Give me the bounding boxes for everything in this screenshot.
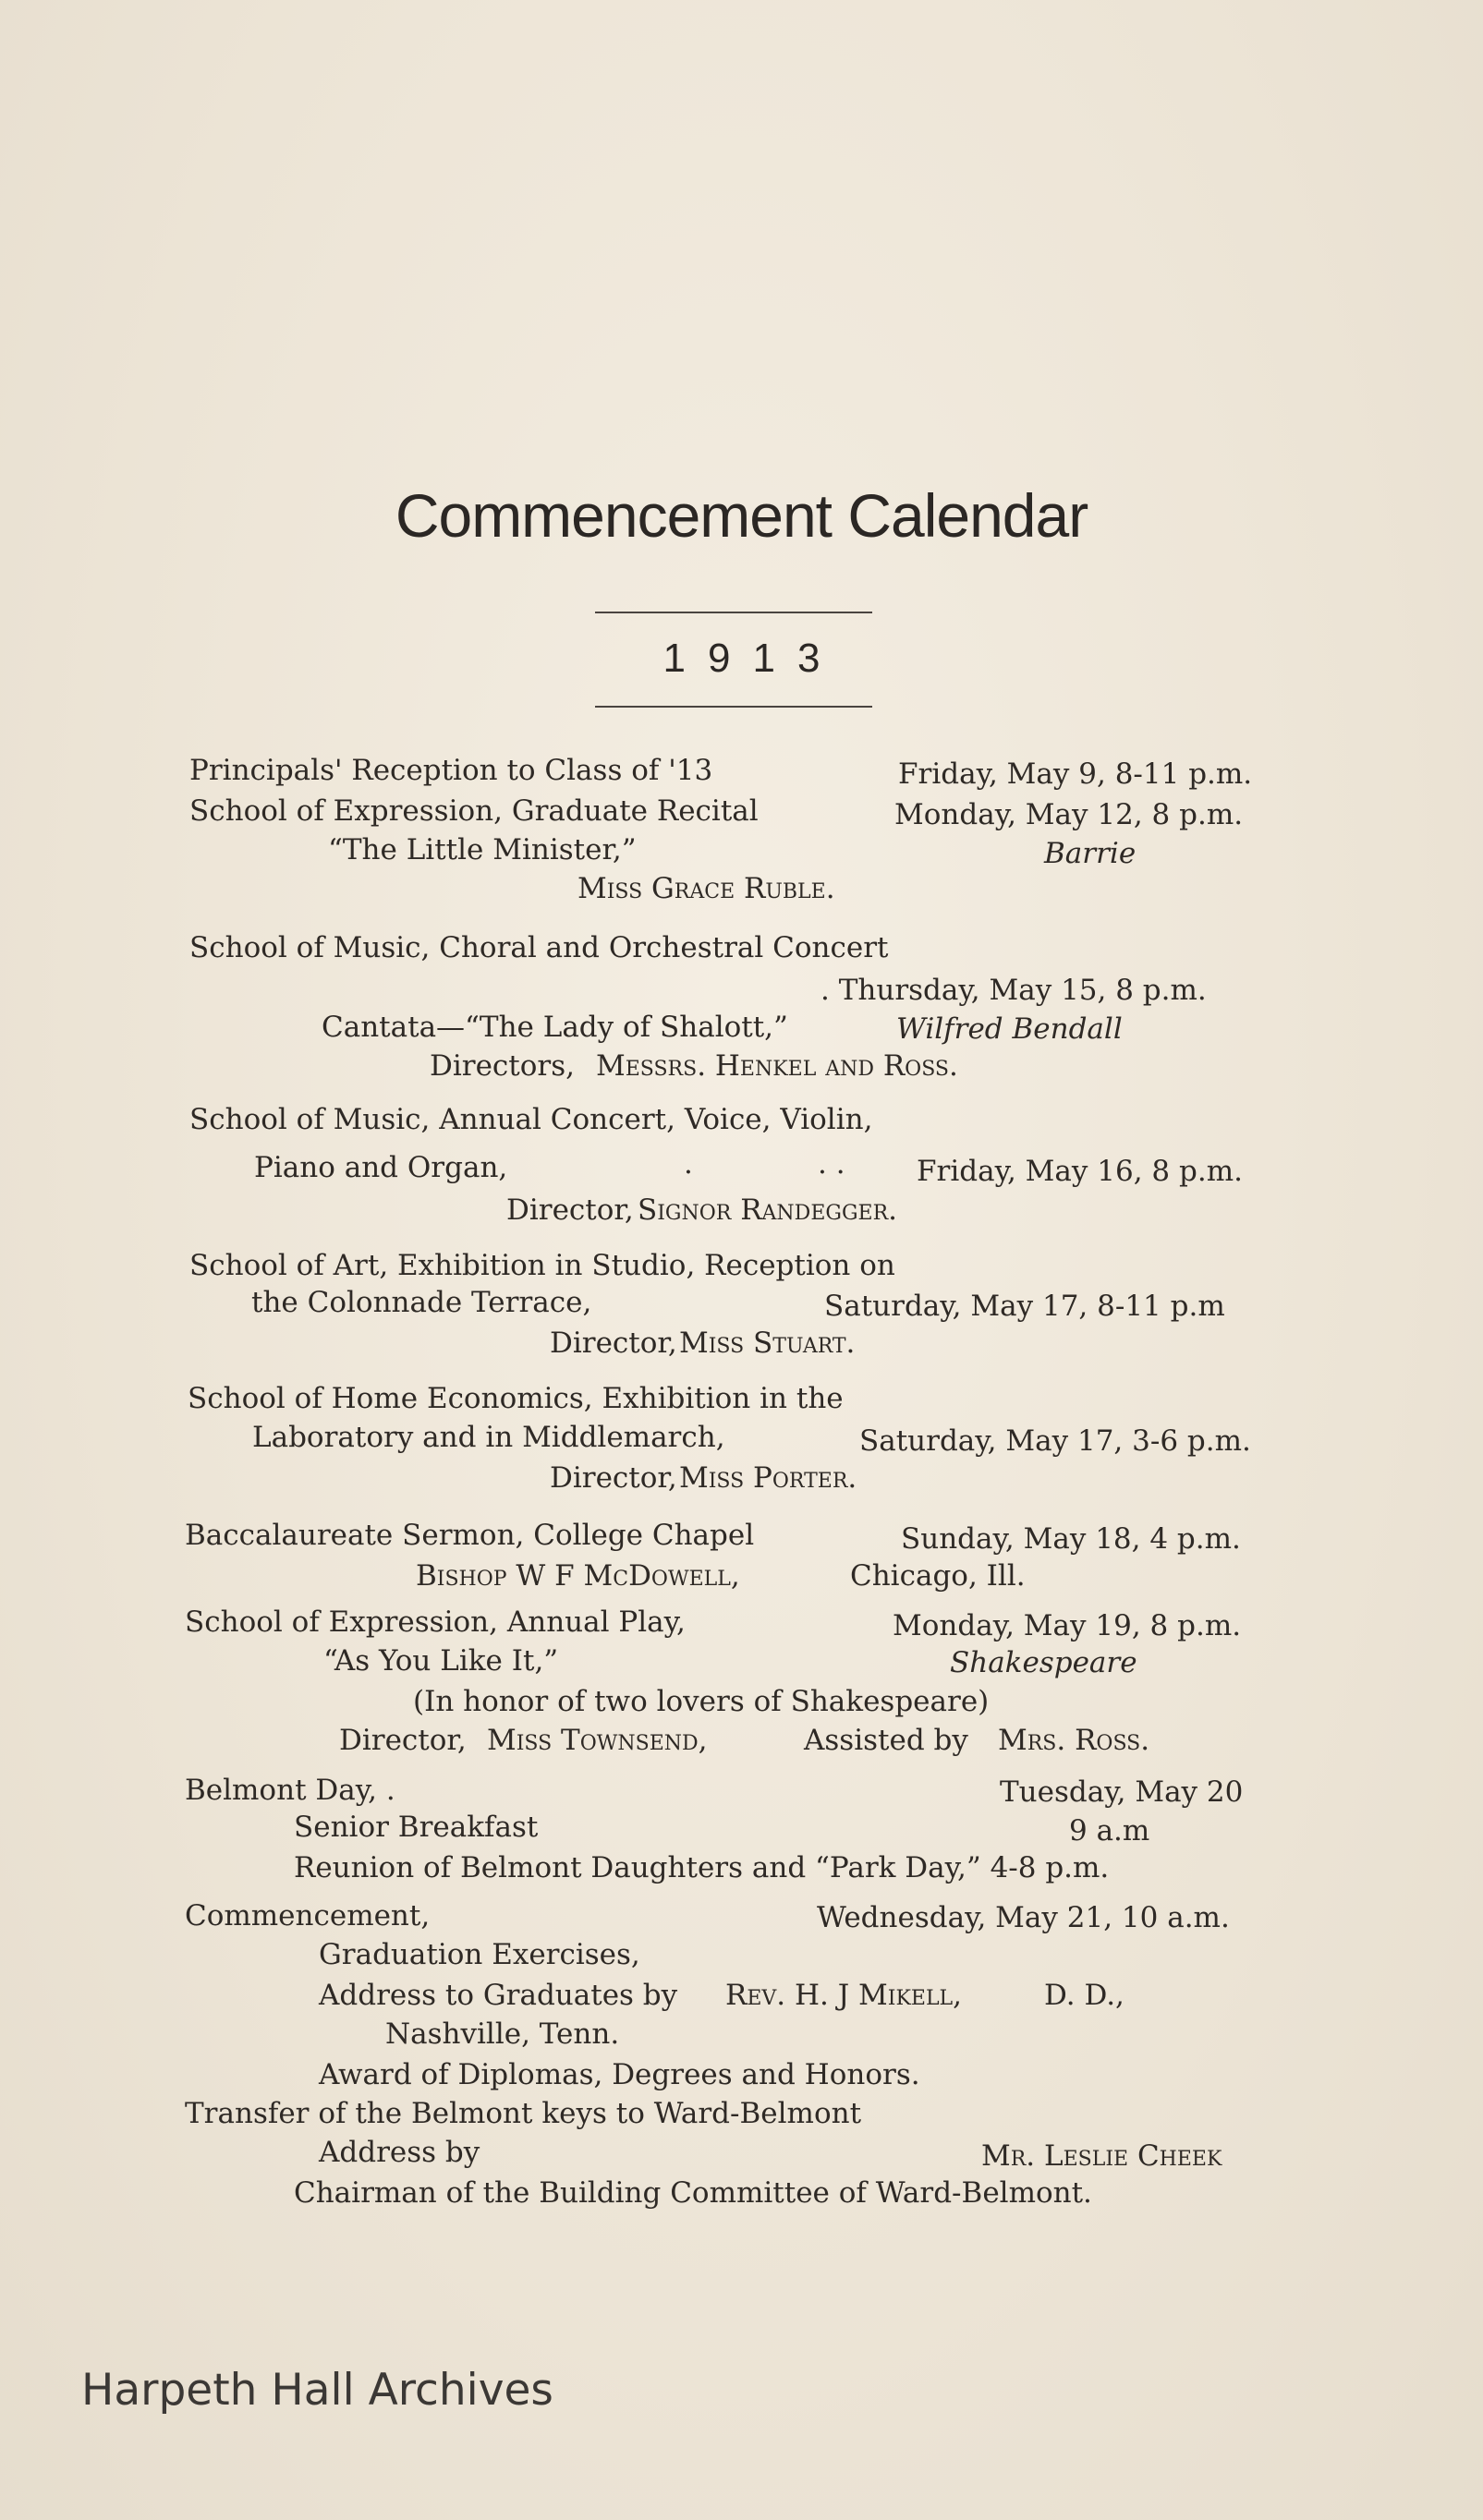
event-home-economics-name-line2: Laboratory and in Middlemarch,	[252, 1421, 725, 1454]
event-belmont-day-name: Belmont Day, .	[185, 1774, 395, 1807]
event-home-economics-name-line1: School of Home Economics, Exhibition in the	[188, 1382, 844, 1415]
event-choral-concert-directors-prefix: Directors,	[430, 1049, 575, 1083]
event-home-economics-director: Miss Porter.	[679, 1461, 857, 1495]
event-commencement-line2-suffix: D. D.,	[1044, 1979, 1124, 2012]
event-commencement-line4: Award of Diplomas, Degrees and Honors.	[319, 2058, 920, 2091]
event-annual-concert-time: Friday, May 16, 8 p.m.	[917, 1155, 1243, 1188]
event-commencement-line1: Graduation Exercises,	[319, 1938, 640, 1971]
event-art-exhibition-time: Saturday, May 17, 8-11 p.m	[824, 1290, 1225, 1323]
event-choral-concert-time: . Thursday, May 15, 8 p.m.	[821, 974, 1207, 1007]
page-title: Commencement Calendar	[395, 481, 1088, 550]
event-choral-concert-directors: Messrs. Henkel and Ross.	[596, 1049, 958, 1083]
title-rule-top	[595, 612, 872, 613]
event-art-exhibition-director: Miss Stuart.	[679, 1327, 856, 1360]
event-art-exhibition-name-line1: School of Art, Exhibition in Studio, Reception on	[189, 1249, 895, 1282]
event-belmont-day-time: Tuesday, May 20	[1000, 1775, 1244, 1809]
event-annual-play-note: (In honor of two lovers of Shakespeare)	[413, 1685, 990, 1718]
event-choral-concert-composer: Wilfred Bendall	[896, 1012, 1123, 1046]
event-annual-play-name: School of Expression, Annual Play,	[185, 1605, 686, 1639]
event-commencement-line2-prefix: Address to Graduates by	[319, 1979, 678, 2012]
event-transfer-speaker: Mr. Leslie Cheek	[981, 2139, 1222, 2173]
event-commencement-name: Commencement,	[185, 1899, 431, 1932]
event-home-economics-director-prefix: Director,	[550, 1461, 677, 1495]
event-expression-recital-work: “The Little Minister,”	[328, 833, 637, 866]
calendar-year: 1913	[662, 636, 843, 681]
event-art-exhibition-director-prefix: Director,	[550, 1327, 677, 1360]
event-commencement-line2-speaker: Rev. H. J Mikell,	[725, 1979, 963, 2012]
event-transfer-role: Chairman of the Building Committee of Ward-Belmont.	[294, 2176, 1092, 2210]
event-transfer-address-by: Address by	[319, 2136, 480, 2169]
event-baccalaureate-time: Sunday, May 18, 4 p.m.	[901, 1522, 1241, 1556]
event-annual-play-director: Miss Townsend,	[487, 1724, 708, 1757]
event-annual-concert-director: Signor Randegger.	[638, 1193, 898, 1227]
event-choral-concert-name: School of Music, Choral and Orchestral Concert	[189, 931, 889, 964]
event-principals-reception-name: Principals' Reception to Class of '13	[189, 754, 713, 787]
event-annual-play-work: “As You Like It,”	[323, 1644, 559, 1678]
event-baccalaureate-speaker-location: Chicago, Ill.	[850, 1559, 1026, 1593]
event-expression-recital-name: School of Expression, Graduate Recital	[189, 794, 759, 828]
event-annual-concert-name-line1: School of Music, Annual Concert, Voice, Violin,	[189, 1103, 873, 1136]
event-annual-concert-director-prefix: Director,	[506, 1193, 634, 1227]
event-expression-recital-performer: Miss Grace Ruble.	[577, 872, 835, 905]
event-art-exhibition-name-line2: the Colonnade Terrace,	[251, 1286, 592, 1319]
event-annual-play-time: Monday, May 19, 8 p.m.	[893, 1609, 1242, 1642]
event-baccalaureate-speaker: Bishop W F McDowell,	[416, 1559, 740, 1593]
archive-watermark: Harpeth Hall Archives	[81, 2365, 553, 2416]
event-belmont-day-breakfast-time: 9 a.m	[1069, 1814, 1150, 1848]
title-rule-bottom	[595, 706, 872, 708]
event-home-economics-time: Saturday, May 17, 3-6 p.m.	[859, 1424, 1251, 1458]
event-annual-play-assisted: Mrs. Ross.	[998, 1724, 1150, 1757]
event-annual-play-author: Shakespeare	[950, 1646, 1137, 1679]
event-expression-recital-time: Monday, May 12, 8 p.m.	[894, 798, 1244, 831]
event-choral-concert-work: Cantata—“The Lady of Shalott,”	[322, 1011, 788, 1044]
event-belmont-day-reunion: Reunion of Belmont Daughters and “Park Day,” 4-8 p.m.	[294, 1851, 1110, 1884]
event-baccalaureate-name: Baccalaureate Sermon, College Chapel	[185, 1519, 755, 1552]
event-commencement-line3: Nashville, Tenn.	[385, 2017, 620, 2051]
event-commencement-time: Wednesday, May 21, 10 a.m.	[817, 1901, 1230, 1934]
event-annual-play-director-prefix: Director,	[339, 1724, 467, 1757]
event-annual-concert-dots1: .	[684, 1147, 693, 1181]
event-transfer-name: Transfer of the Belmont keys to Ward-Belmont	[185, 2097, 862, 2130]
event-annual-concert-dots2: . .	[818, 1147, 845, 1181]
event-annual-play-assisted-prefix: Assisted by	[804, 1724, 968, 1757]
event-principals-reception-time: Friday, May 9, 8-11 p.m.	[898, 757, 1253, 791]
event-belmont-day-breakfast: Senior Breakfast	[294, 1811, 539, 1844]
event-expression-recital-author: Barrie	[1044, 837, 1137, 870]
event-annual-concert-name-line2: Piano and Organ,	[254, 1151, 508, 1184]
